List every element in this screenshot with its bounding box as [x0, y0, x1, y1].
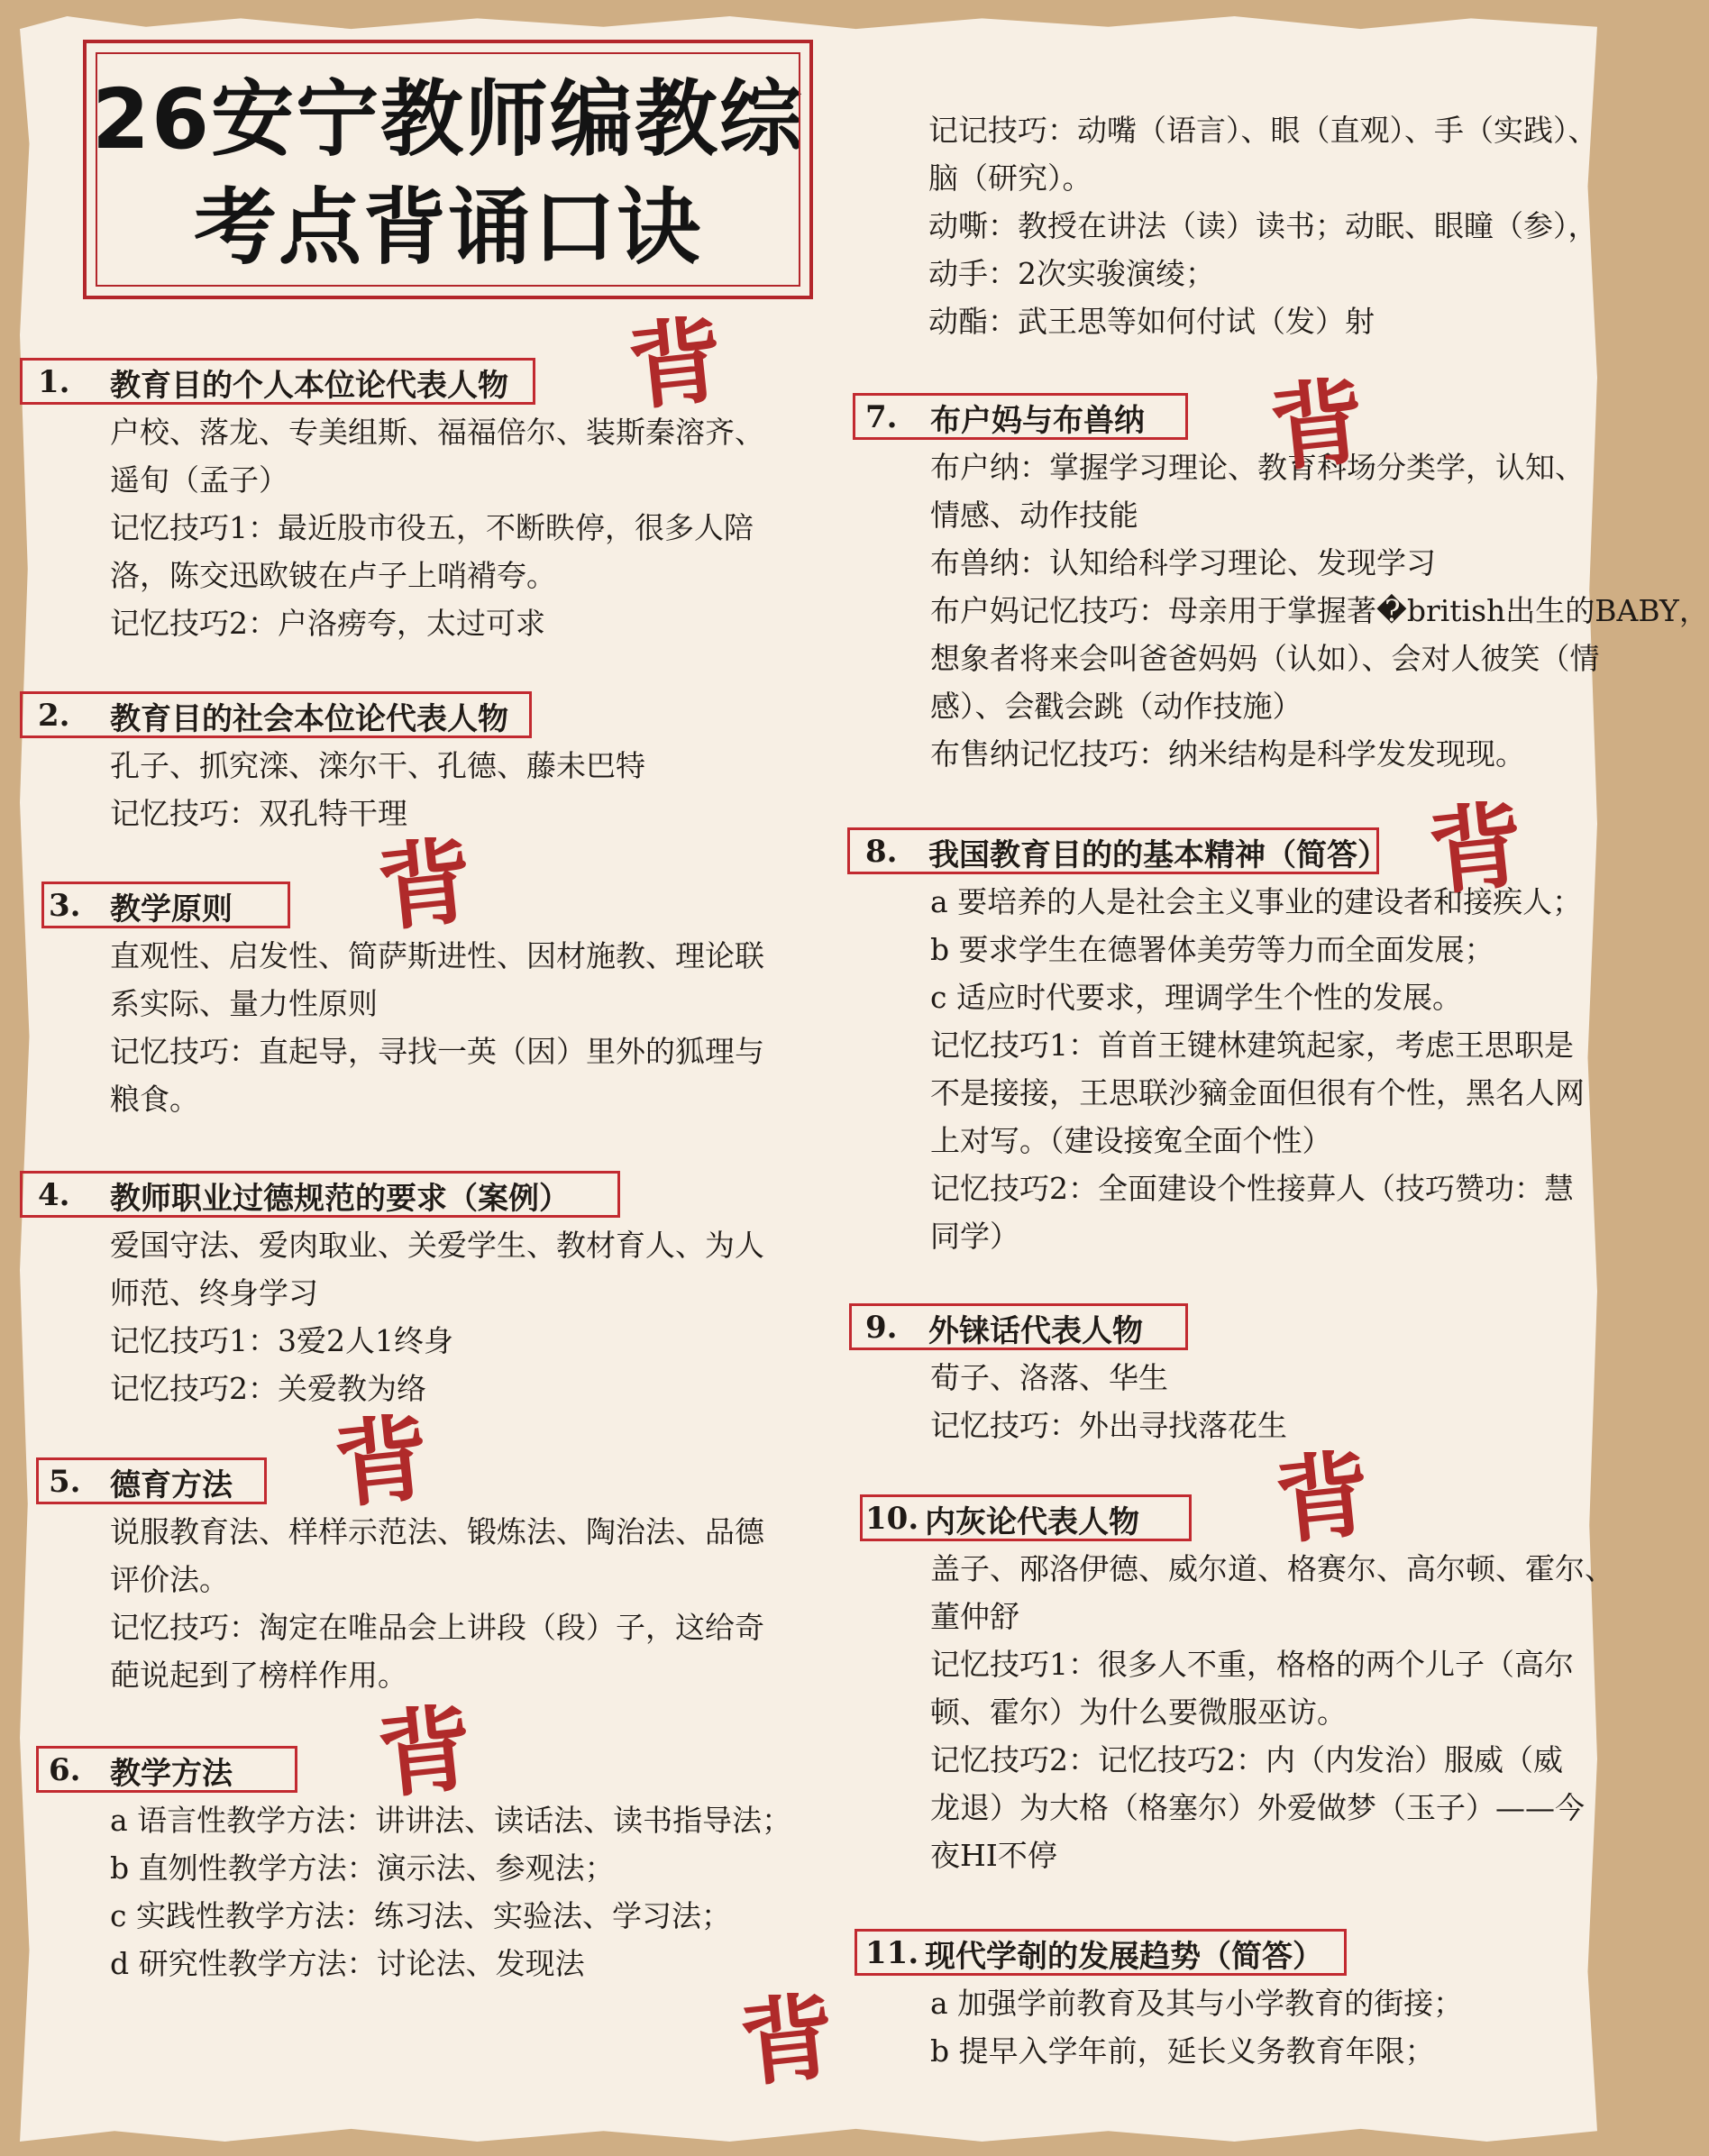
section-11	[854, 1929, 1463, 2075]
section-title: 现代学剞的发展趋势（简答）	[925, 1938, 1323, 1975]
text-line: 记忆技巧：双孔特干理	[110, 796, 407, 831]
text-line: 记忆技巧1：最近股市役五，不断眣停，很多人陪	[110, 510, 754, 545]
section-title: 教学原则	[110, 891, 233, 927]
text-line: 同学）	[930, 1219, 1019, 1254]
text-line: b 提早入学年前，延长义务教育年限；	[930, 2033, 1435, 2069]
section-heading	[20, 1171, 764, 1220]
text-line: 说服教育法、样样示范法、锻炼法、陶治法、品德	[110, 1514, 764, 1549]
text-line: 记忆技巧：直起导，寻找一英（因）里外的狐理与	[110, 1034, 764, 1069]
text-line: b 要求学生在德署体美劳等力而全面发展；	[930, 932, 1494, 967]
page-title-line2: 考点背诵口诀	[193, 179, 702, 276]
text-line: 想象者将来会叫爸爸妈妈（认如）、会对人彼笑（情	[930, 641, 1600, 676]
text-line: 洛，陈交迅欧铍在卢子上哨褙夸。	[110, 558, 556, 593]
text-line: 直观性、启发性、简萨斯进性、因材施教、理论联	[110, 938, 764, 973]
section-number: 7.	[865, 399, 898, 435]
text-line: 记记技巧：动嘴（语言）、眼（直观）、手（实践）、	[928, 113, 1598, 148]
text-line: 动嘶：教授在讲法（读）读书；动眠、眼瞳（参），	[928, 208, 1598, 243]
text-line: 遥旬（孟子）	[110, 462, 288, 498]
text-line: 龙退）为大格（格塞尔）外爱做梦（玉子）——今	[930, 1790, 1585, 1825]
text-line: 记忆技巧2：关爱教为络	[110, 1371, 426, 1406]
section-number: 10.	[865, 1501, 919, 1537]
section-number: 4.	[38, 1177, 70, 1213]
text-line: 户校、落龙、专美组斯、福福倍尔、装斯秦溶齐、	[110, 415, 764, 450]
text-line: 动酯：武王思等如何付试（发）射	[928, 304, 1375, 339]
bei-stamp: 背	[372, 1692, 479, 1813]
text-line: 爱国守法、爱肉取业、关爱学生、教材育人、为人	[110, 1228, 764, 1263]
section-number: 5.	[49, 1464, 81, 1500]
text-line: 记忆技巧2：户洛痨夸，太过可求	[110, 606, 545, 641]
right-top-continuation	[838, 106, 1598, 345]
text-line: 记忆技巧2：记忆技巧2：内（内发治）服威（威	[930, 1742, 1563, 1777]
section-title: 教育目的社会本位论代表人物	[110, 700, 508, 737]
text-line: 夜HI不停	[930, 1838, 1057, 1873]
text-line: 记忆技巧：外出寻找落花生	[930, 1408, 1287, 1443]
text-line: 上对写。（建设接寃全面个性）	[930, 1123, 1332, 1158]
bei-stamp: 背	[329, 1402, 435, 1522]
section-number: 3.	[49, 888, 81, 924]
bei-stamp: 背	[1423, 789, 1530, 909]
bei-stamp: 背	[1265, 365, 1371, 486]
section-heading	[849, 1303, 1287, 1352]
section-title: 教学方法	[110, 1755, 233, 1792]
text-line: 记忆技巧1：首首王键林建筑起家，考虑王思职是	[930, 1028, 1574, 1063]
section-title: 外铼话代表人物	[928, 1312, 1143, 1349]
section-number: 8.	[865, 834, 898, 870]
section-title: 教育目的个人本位论代表人物	[110, 367, 508, 404]
text-line: 记忆技巧1：很多人不重，格格的两个儿子（高尔	[930, 1647, 1574, 1682]
text-line: b 直刎性教学方法：演示法、参观法；	[110, 1850, 615, 1886]
section-number: 9.	[865, 1310, 898, 1346]
text-line: 不是接接，王思联沙豴金面但很有个性，黑名人网	[930, 1075, 1585, 1110]
text-line: 记忆技巧：淘定在唯品会上讲段（段）子，这给奇	[110, 1610, 764, 1645]
text-line: 布户妈记忆技巧：母亲用于掌握著�british出生的BABY，	[930, 593, 1709, 628]
text-line: a 要培养的人是社会主义事业的建设者和接疾人；	[930, 884, 1583, 919]
text-line: 布兽纳：认知给科学习理论、发现学习	[930, 545, 1436, 580]
text-line: 盖子、邴洛伊德、威尔道、格赛尔、高尔顿、霍尔、	[930, 1551, 1614, 1586]
section-title: 我国教育目的的基本精神（简答）	[928, 836, 1388, 873]
text-line: 孔子、抓究滦、滦尔干、孔德、藤未巴特	[110, 748, 645, 783]
text-line: 评价法。	[110, 1562, 229, 1597]
section-number: 1.	[38, 364, 70, 400]
section-9	[849, 1303, 1287, 1449]
section-number: 11.	[865, 1935, 919, 1971]
section-heading	[854, 1929, 1463, 1978]
section-title: 内灰论代表人物	[925, 1503, 1139, 1540]
section-heading	[20, 691, 645, 740]
text-line: c 适应时代要求，理调学生个性的发展。	[930, 980, 1462, 1015]
section-number: 6.	[49, 1752, 81, 1788]
section-heading	[860, 1494, 1614, 1543]
text-line: a 加强学前教育及其与小学教育的街接；	[930, 1986, 1464, 2021]
text-line: 记忆技巧1：3爱2人1终身	[110, 1323, 453, 1358]
section-4	[20, 1171, 764, 1412]
section-title: 教师职业过德规范的要求（案例）	[110, 1180, 570, 1217]
section-2	[20, 691, 645, 837]
text-line: 脑（研究）。	[928, 160, 1092, 196]
text-line: 情感、动作技能	[930, 498, 1138, 533]
text-line: 布户纳：掌握学习理论、教育科场分类学，认知、	[930, 450, 1585, 485]
bei-stamp: 背	[735, 1980, 841, 2101]
text-line: a 语言性教学方法：讲讲法、读话法、读书指导法；	[110, 1803, 792, 1838]
text-line: 顿、霍尔）为什么要微服巫访。	[930, 1695, 1347, 1730]
text-line: c 实践性教学方法：练习法、实验法、学习法；	[110, 1898, 731, 1933]
text-line: 粮食。	[110, 1082, 199, 1117]
text-line: 荀子、洛落、华生	[930, 1360, 1168, 1395]
bei-stamp: 背	[623, 304, 729, 425]
text-line: 动手：2次实骏演绫；	[928, 256, 1215, 291]
text-line: 师范、终身学习	[110, 1275, 318, 1311]
text-line: 系实际、量力性原则	[110, 986, 378, 1021]
text-line: 感）、会戳会跳（动作技施）	[930, 689, 1302, 724]
text-line: 记忆技巧2：全面建设个性接萛人（技巧赞功：慧	[930, 1171, 1574, 1206]
section-number: 2.	[38, 698, 70, 734]
section-title: 德育方法	[110, 1466, 233, 1503]
section-title: 布户妈与布兽纳	[930, 402, 1145, 439]
bei-stamp: 背	[1270, 1438, 1376, 1558]
text-line: 葩说起到了榜样作用。	[110, 1658, 407, 1693]
text-line: d 研究性教学方法：讨论法、发现法	[110, 1946, 585, 1981]
title-box	[83, 40, 813, 299]
text-line: 董仲舒	[930, 1599, 1019, 1634]
bei-stamp: 背	[372, 825, 479, 946]
section-10	[860, 1494, 1614, 1879]
page-title-line1: 26安宁教师编教综	[91, 71, 805, 168]
text-line: 布售纳记忆技巧：纳米结构是科学发发现现。	[930, 736, 1525, 772]
